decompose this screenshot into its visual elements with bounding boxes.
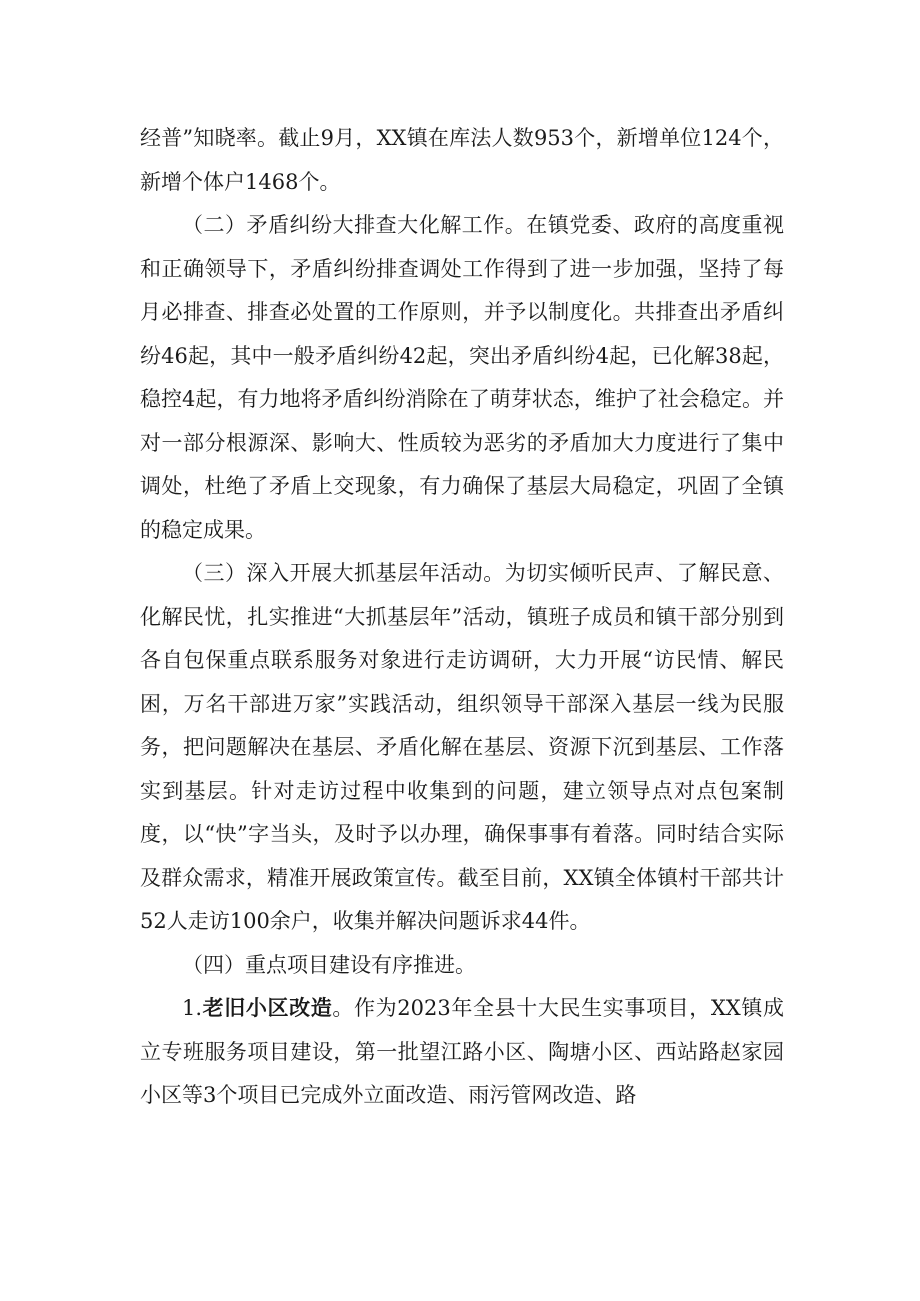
- item-title: 老旧小区改造: [202, 996, 333, 1020]
- paragraph-old-community-renovation: [140, 987, 784, 1118]
- document-body: [140, 117, 784, 1118]
- item-number: 1.: [182, 996, 203, 1020]
- paragraph-continuation: 经普”知晓率。截止9月，XX镇在库法人数953个，新增单位124个，新增个体户1468个。: [140, 126, 784, 194]
- paragraph-key-projects-heading: （四）重点项目建设有序推进。: [182, 952, 476, 977]
- item-body: 。作为2023年全县十大民生实事项目，XX镇成立专班服务项目建设，第一批望江路小区、陶塘小区、西站路赵家园小区等3个项目已完成外立面改造、雨污管网改造、路: [140, 996, 785, 1107]
- paragraph-conflict-resolution: （二）矛盾纠纷大排查大化解工作。在镇党委、政府的高度重视和正确领导下，矛盾纠纷排查调处工作得到了进一步加强，坚持了每月必排查、排查必处置的工作原则，并予以制度化。共排查出矛盾纠纷46起，其中一般矛盾纠纷42起，突出矛盾纠纷4起，已化解38起，稳控4起，有力地将矛盾纠纷消除在了萌芽状态，维护了社会稳定。并对一部分根源深、影响大、性质较为恶劣的矛盾加大力度进行了集中调处，杜绝了矛盾上交现象，有力确保了基层大局稳定，巩固了全镇的稳定成果。: [140, 213, 784, 542]
- paragraph-grassroots-year: （三）深入开展大抓基层年活动。为切实倾听民声、了解民意、化解民忧，扎实推进“大抓基层年”活动，镇班子成员和镇干部分别到各自包保重点联系服务对象进行走访调研，大力开展“访民情、解民困，万名干部进万家”实践活动，组织领导干部深入基层一线为民服务，把问题解决在基层、矛盾化解在基层、资源下沉到基层、工作落实到基层。针对走访过程中收集到的问题，建立领导点对点包案制度，以“快”字当头，及时予以办理，确保事事有着落。同时结合实际及群众需求，精准开展政策宣传。截至目前，XX镇全体镇村干部共计52人走访100余户，收集并解决问题诉求44件。: [140, 561, 784, 933]
